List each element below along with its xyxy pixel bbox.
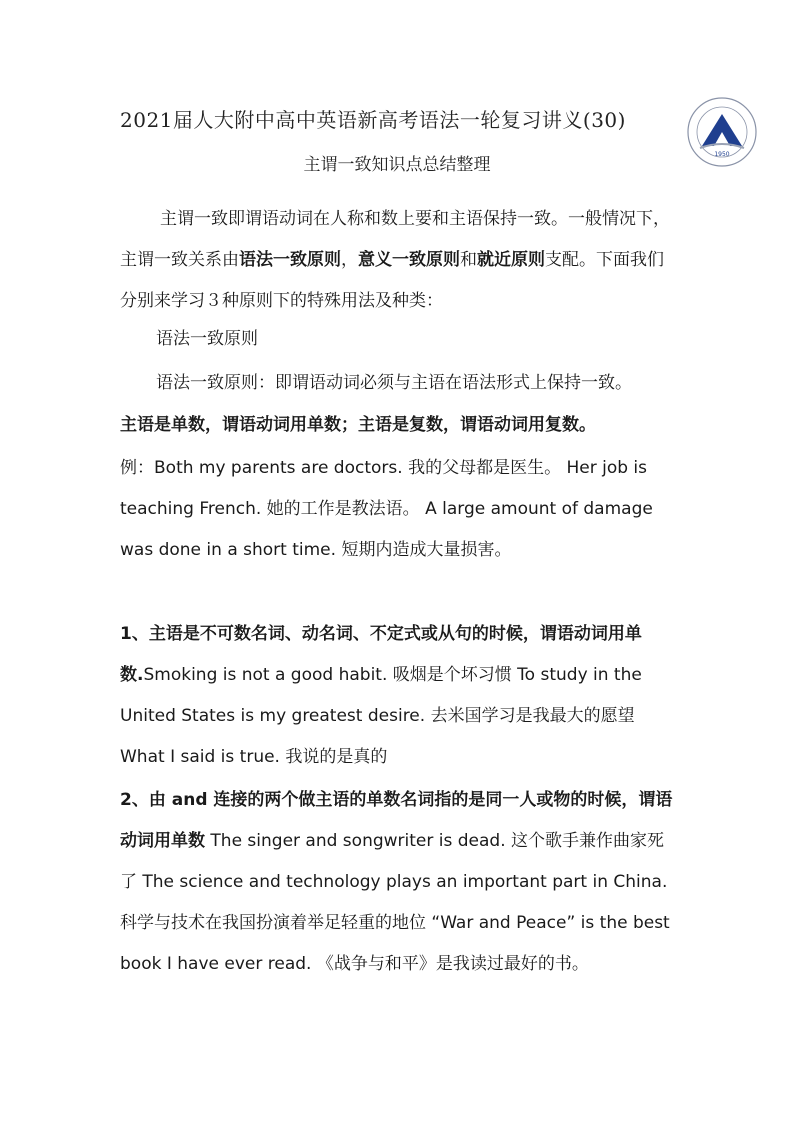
point-2-text: The singer and songwriter is dead. 这个歌手兼作曲家死了 The science and technology plays an important part in China. 科学与技术在我国扮演着举足轻重的地位 “War and Peace” is the best book I have ever read. 《战争与和平》是我读过最好的书。: [120, 831, 670, 974]
intro-text-2: ，: [341, 250, 358, 270]
intro-bold-3: 就近原则: [477, 250, 545, 270]
page-subtitle: 主谓一致知识点总结整理: [303, 155, 491, 175]
intro-text-4: 支配。下面我们分别来学习３种原则下的特殊用法及种类：: [120, 250, 664, 311]
intro-bold-2: 意义一致原则: [358, 250, 460, 270]
point-1-heading: 1、主语是不可数名词、动名词、不定式或从句的时候，谓语动词用单数.: [120, 624, 642, 685]
intro-paragraph: [120, 199, 680, 322]
example-paragraph: 例：Both my parents are doctors. 我的父母都是医生。 Her job is teaching French. 她的工作是教法语。 A large amount of damage was done in a short time. 短期内造成大量损害。: [120, 458, 653, 560]
section-heading: 语法一致原则: [156, 329, 258, 349]
page-title: 2021届人大附中高中英语新高考语法一轮复习讲义(30): [120, 108, 626, 132]
point-2: [120, 780, 680, 985]
point-1-text: Smoking is not a good habit. 吸烟是个坏习惯 To study in the United States is my greatest desire. 去米国学习是我最大的愿望 What I said is true. 我说的是真的: [120, 665, 642, 767]
intro-text-3: 和: [460, 250, 477, 270]
point-2-heading: 2、由 and 连接的两个做主语的单数名词指的是同一人或物的时候，谓语动词用单数: [120, 790, 673, 851]
rule-definition: 语法一致原则：即谓语动词必须与主语在语法形式上保持一致。: [156, 373, 632, 393]
intro-text-1: 主谓一致即谓语动词在人称和数上要和主语保持一致。一般情况下，主谓一致关系由: [120, 209, 670, 270]
intro-bold-1: 语法一致原则: [239, 250, 341, 270]
svg-text:1950: 1950: [714, 151, 730, 158]
point-1: [120, 614, 680, 778]
rule-summary: 主语是单数，谓语动词用单数；主语是复数，谓语动词用复数。: [120, 415, 596, 435]
